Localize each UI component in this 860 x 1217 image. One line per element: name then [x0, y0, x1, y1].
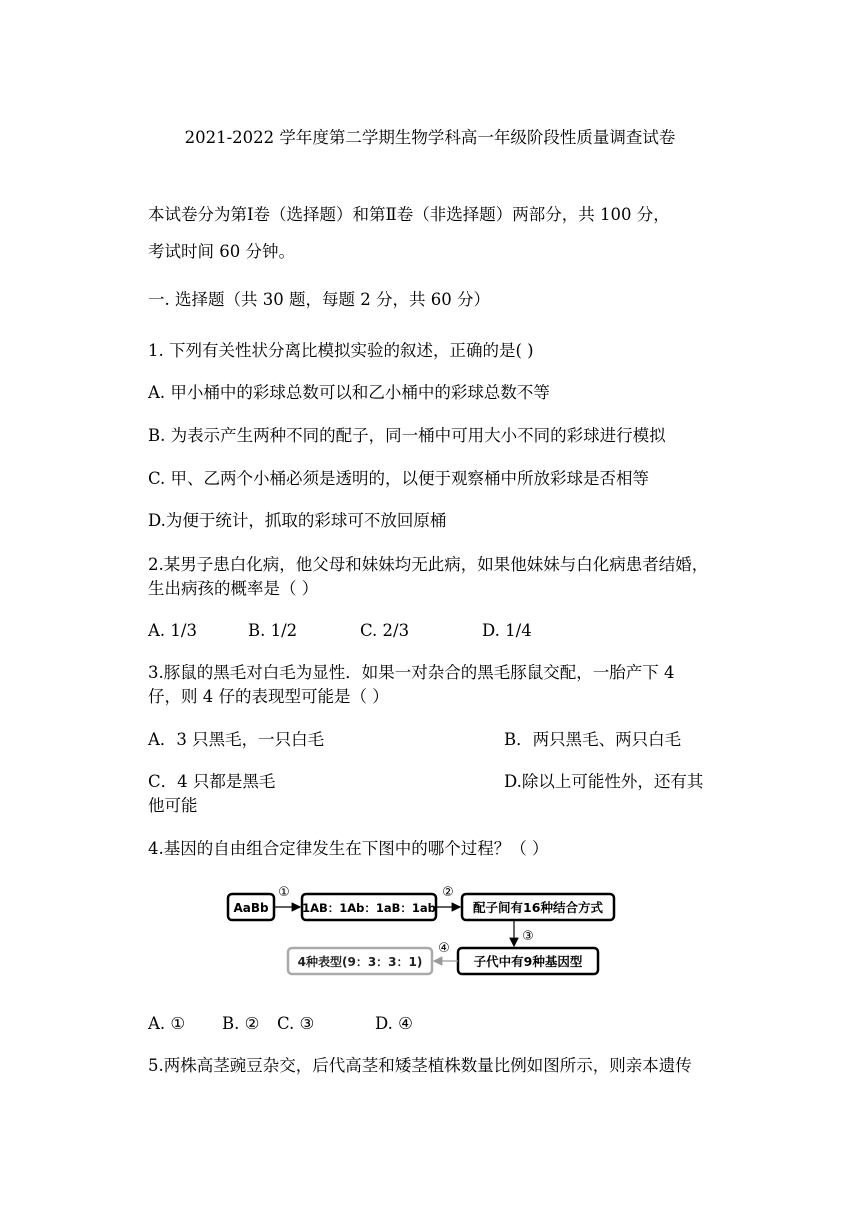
diagram-box-gametes-text: 1AB：1Ab：1aB：1ab [302, 901, 436, 915]
q2-option-b: B. 1/2 [248, 621, 298, 640]
q1-option-a: A. 甲小桶中的彩球总数可以和乙小桶中的彩球总数不等 [148, 383, 550, 402]
q4-option-c: C. ③ [277, 1014, 315, 1033]
q3-option-a: A．3 只黑毛，一只白毛 [148, 730, 325, 749]
q3-option-d-continued: 他可能 [148, 796, 198, 815]
intro-line-1: 本试卷分为第Ⅰ卷（选择题）和第Ⅱ卷（非选择题）两部分，共 100 分， [148, 205, 670, 224]
diagram-box-aabb-text: AaBb [233, 901, 269, 915]
q2-option-d: D. 1/4 [482, 621, 532, 640]
step-3-label: ③ [522, 929, 534, 944]
step-2-label: ② [442, 885, 454, 900]
q4-stem: 4.基因的自由组合定律发生在下图中的哪个过程？（ ） [148, 839, 549, 858]
q1-option-c: C. 甲、乙两个小桶必须是透明的，以便于观察桶中所放彩球是否相等 [148, 469, 650, 488]
diagram-box-genotypes-text: 子代中有9种基因型 [473, 954, 583, 969]
diagram-box-combinations-text: 配子间有16种结合方式 [473, 900, 603, 915]
diagram-box-phenotypes-text: 4种表型(9：3：3：1) [297, 955, 423, 969]
diagram-box-gametes [302, 894, 436, 920]
q2-stem-line-1: 2.某男子患白化病，他父母和妹妹均无此病，如果他妹妹与白化病患者结婚， [148, 555, 709, 574]
page-title: 2021-2022 学年度第二学期生物学科高一年级阶段性质量调查试卷 [184, 128, 676, 147]
intro-line-2: 考试时间 60 分钟。 [148, 242, 295, 261]
q1-stem: 1. 下列有关性状分离比模拟实验的叙述，正确的是( ) [148, 341, 534, 360]
q3-option-b: B．两只黑毛、两只白毛 [504, 730, 682, 749]
q3-stem-line-2: 仔，则 4 仔的表现型可能是（ ） [148, 687, 389, 706]
step-4-label: ④ [438, 941, 450, 956]
q1-option-d: D.为便于统计，抓取的彩球可不放回原桶 [148, 511, 447, 530]
q3-option-d: D.除以上可能性外，还有其 [504, 772, 704, 791]
q2-stem-line-2: 生出病孩的概率是（ ） [148, 579, 319, 598]
diagram-box-phenotypes [288, 948, 432, 974]
q3-stem-line-1: 3.豚鼠的黑毛对白毛为显性．如果一对杂合的黑毛豚鼠交配，一胎产下 4 [148, 663, 675, 682]
q4-option-d: D. ④ [375, 1014, 413, 1033]
diagram-box-genotypes [458, 948, 598, 974]
q5-stem-line-1: 5.两株高茎豌豆杂交，后代高茎和矮茎植株数量比例如图所示，则亲本遗传 [148, 1056, 692, 1075]
q2-option-a: A. 1/3 [148, 621, 197, 640]
q4-option-b: B. ② [222, 1014, 260, 1033]
q4-option-a: A. ① [148, 1014, 186, 1033]
q2-option-c: C. 2/3 [360, 621, 410, 640]
diagram-box-combinations [462, 894, 614, 920]
q1-option-b: B. 为表示产生两种不同的配子，同一桶中可用大小不同的彩球进行模拟 [148, 426, 666, 445]
step-1-label: ① [278, 885, 290, 900]
diagram-box-aabb [228, 894, 274, 920]
q4-flow-diagram [222, 880, 622, 988]
q3-option-c: C．4 只都是黑毛 [148, 772, 276, 791]
section-heading: 一. 选择题（共 30 题，每题 2 分，共 60 分） [148, 290, 490, 309]
